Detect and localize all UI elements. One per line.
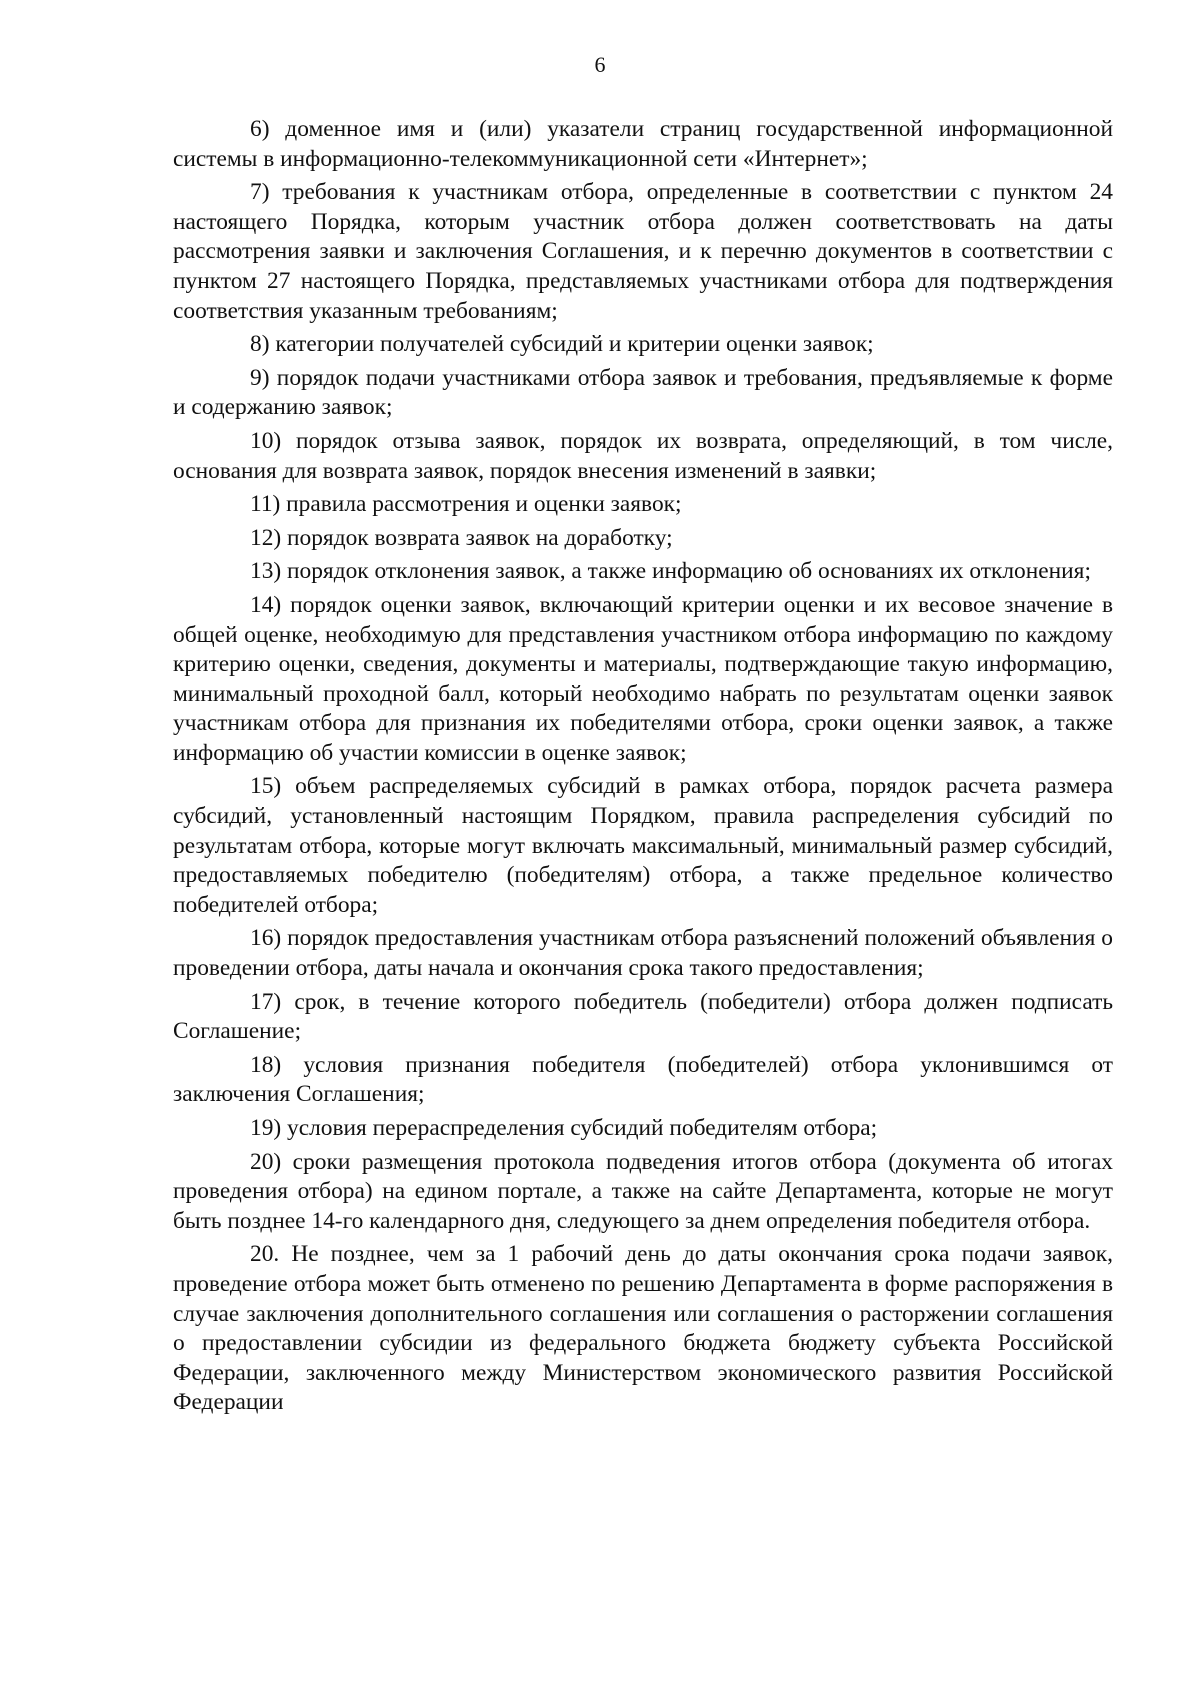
paragraph-item-11: 11) правила рассмотрения и оценки заявок; [250,491,682,518]
paragraph-item-7: 7) требования к участникам отбора, определенные в соответствии с пунктом 24 настоящего Порядка, которым участник отбора должен соответствовать на даты рассмотрения заявки и заключения Соглашения, и к перечню документов в соответствии с пунктом 27 настоящего Порядка, представляемых участниками отбора для подтверждения соответствия указанным требованиям; [173,179,1113,324]
paragraph-item-15: 15) объем распределяемых субсидий в рамках отбора, порядок расчета размера субсидий, установленный настоящим Порядком, правила распределения субсидий по результатам отбора, которые могут включать максимальный, минимальный размер субсидий, предоставляемых победителю (победителям) отбора, а также предельное количество победителей отбора; [173,773,1113,918]
paragraph-item-13: 13) порядок отклонения заявок, а также информацию об основаниях их отклонения; [250,558,1091,585]
paragraph-item-6: 6) доменное имя и (или) указатели страниц государственной информационной системы в информационно-телекоммуникационной сети «Интернет»; [173,116,1113,172]
paragraph-item-20-subitem: 20) сроки размещения протокола подведения итогов отбора (документа об итогах проведения отбора) на едином портале, а также на сайте Департамента, которые не могут быть позднее 14-го календарного дня, следующего за днем определения победителя отбора. [173,1148,1113,1234]
paragraph-item-14: 14) порядок оценки заявок, включающий критерии оценки и их весовое значение в общей оценке, необходимую для представления участником отбора информацию по каждому критерию оценки, сведения, документы и материалы, подтверждающие такую информацию, минимальный проходной балл, который необходимо набрать по результатам оценки заявок участникам отбора для признания их победителями отбора, сроки оценки заявок, а также информацию об участии комиссии в оценке заявок; [173,591,1113,766]
paragraph-item-9: 9) порядок подачи участниками отбора заявок и требования, предъявляемые к форме и содержанию заявок; [173,364,1113,421]
page-number: 6 [594,52,606,77]
paragraph-item-18: 18) условия признания победителя (победителей) отбора уклонившимся от заключения Соглашения; [173,1051,1113,1108]
paragraph-section-20: 20. Не позднее, чем за 1 рабочий день до даты окончания срока подачи заявок, проведение отбора может быть отменено по решению Департамента в форме распоряжения в случае заключения дополнительного соглашения или соглашения о расторжении соглашения о предоставлении субсидии из федерального бюджета бюджету субъекта Российской Федерации, заключенного между Министерством экономического развития Российской Федерации [173,1241,1113,1416]
document-body [173,115,1113,1418]
paragraph-item-8: 8) категории получателей субсидий и критерии оценки заявок; [250,331,874,358]
paragraph-item-16: 16) порядок предоставления участникам отбора разъяснений положений объявления о проведении отбора, даты начала и окончания срока такого предоставления; [173,925,1113,982]
paragraph-item-10: 10) порядок отзыва заявок, порядок их возврата, определяющий, в том числе, основания для возврата заявок, порядок внесения изменений в заявки; [173,427,1113,484]
paragraph-item-12: 12) порядок возврата заявок на доработку; [250,524,673,551]
paragraph-item-17: 17) срок, в течение которого победитель (победители) отбора должен подписать Соглашение; [173,988,1113,1045]
paragraph-item-19: 19) условия перераспределения субсидий победителям отбора; [250,1115,878,1141]
